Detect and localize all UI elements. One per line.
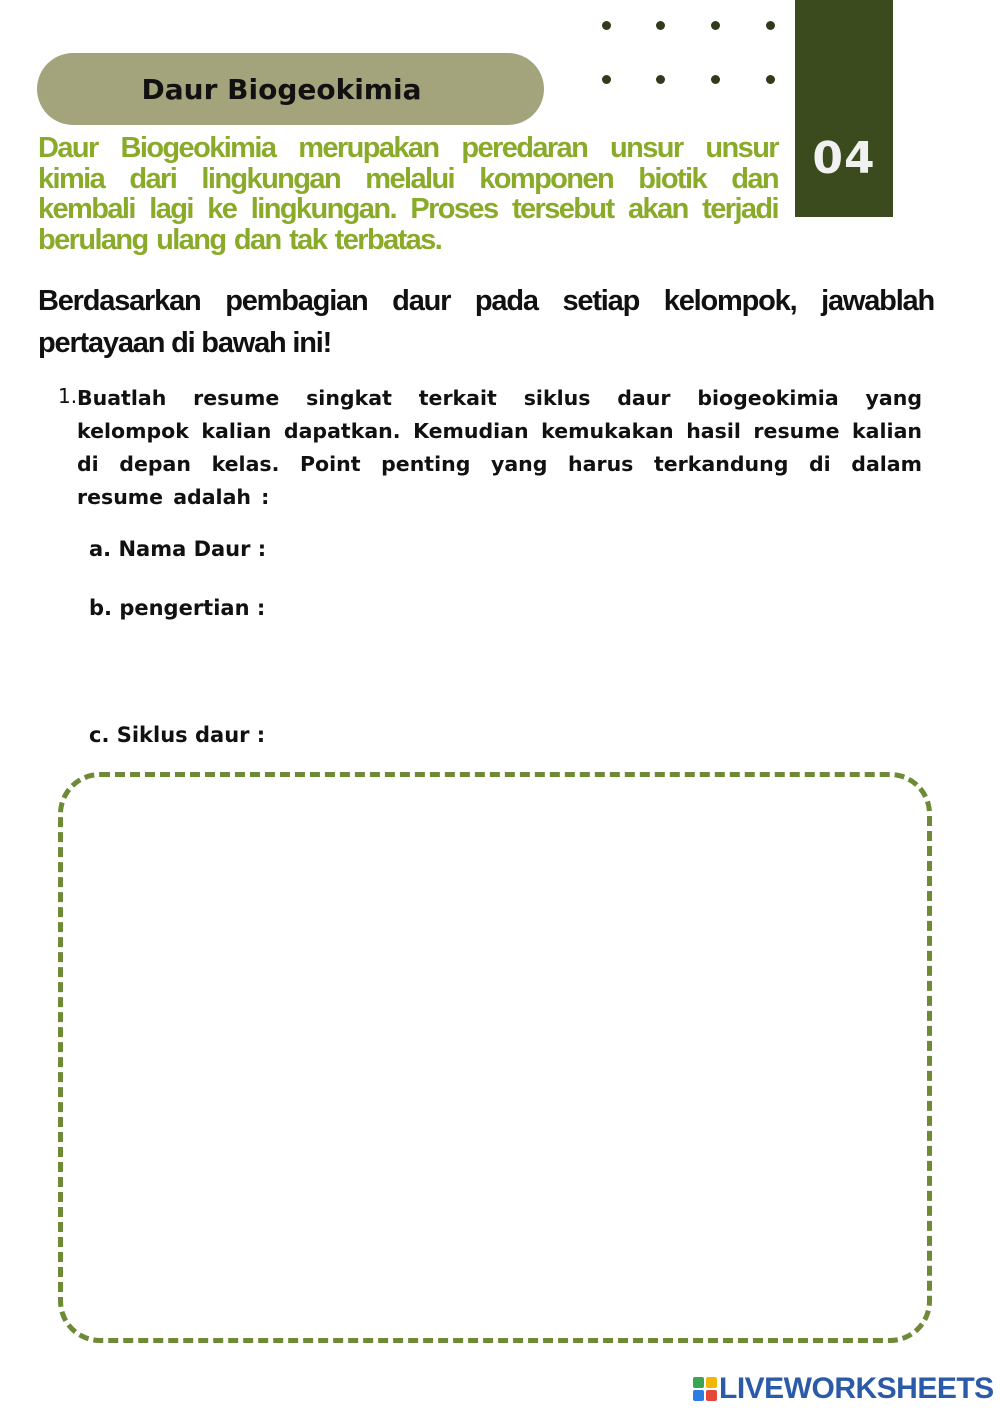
worksheet-title: Daur Biogeokimia: [141, 72, 422, 106]
dot: [766, 21, 775, 30]
page-number: 04: [812, 133, 876, 184]
item-siklus-daur: c. Siklus daur :: [89, 723, 266, 747]
dot: [602, 21, 611, 30]
dot: [656, 21, 665, 30]
answer-drawing-area[interactable]: [58, 772, 932, 1343]
intro-paragraph: Daur Biogeokimia merupakan peredaran unsur unsur kimia dari lingkungan melalui komponen biotik dan kembali lagi ke lingkungan. Proses tersebut akan terjadi berulang ulang dan tak terbatas.: [38, 132, 778, 256]
title-banner: [37, 53, 544, 125]
dot: [656, 75, 665, 84]
liveworksheets-logo-icon: [693, 1377, 717, 1401]
question-number: 1.: [58, 384, 78, 408]
dot: [711, 21, 720, 30]
brand-name: LIVEWORKSHEETS: [719, 1372, 994, 1405]
dot: [711, 75, 720, 84]
instruction-heading: Berdasarkan pembagian daur pada setiap kelompok, jawablah pertayaan di bawah ini!: [38, 285, 934, 359]
liveworksheets-brand: [693, 1372, 994, 1406]
item-nama-daur: a. Nama Daur :: [89, 537, 267, 561]
dot: [766, 75, 775, 84]
dot: [602, 75, 611, 84]
page-number-tab: [795, 0, 893, 217]
decorative-dots: [598, 17, 782, 89]
question-text: Buatlah resume singkat terkait siklus daur biogeokimia yang kelompok kalian dapatkan. Kemudian kemukakan hasil resume kalian di depan kelas. Point penting yang harus terkandung di dalam resume adalah :: [77, 386, 922, 509]
item-pengertian: b. pengertian :: [89, 596, 266, 620]
